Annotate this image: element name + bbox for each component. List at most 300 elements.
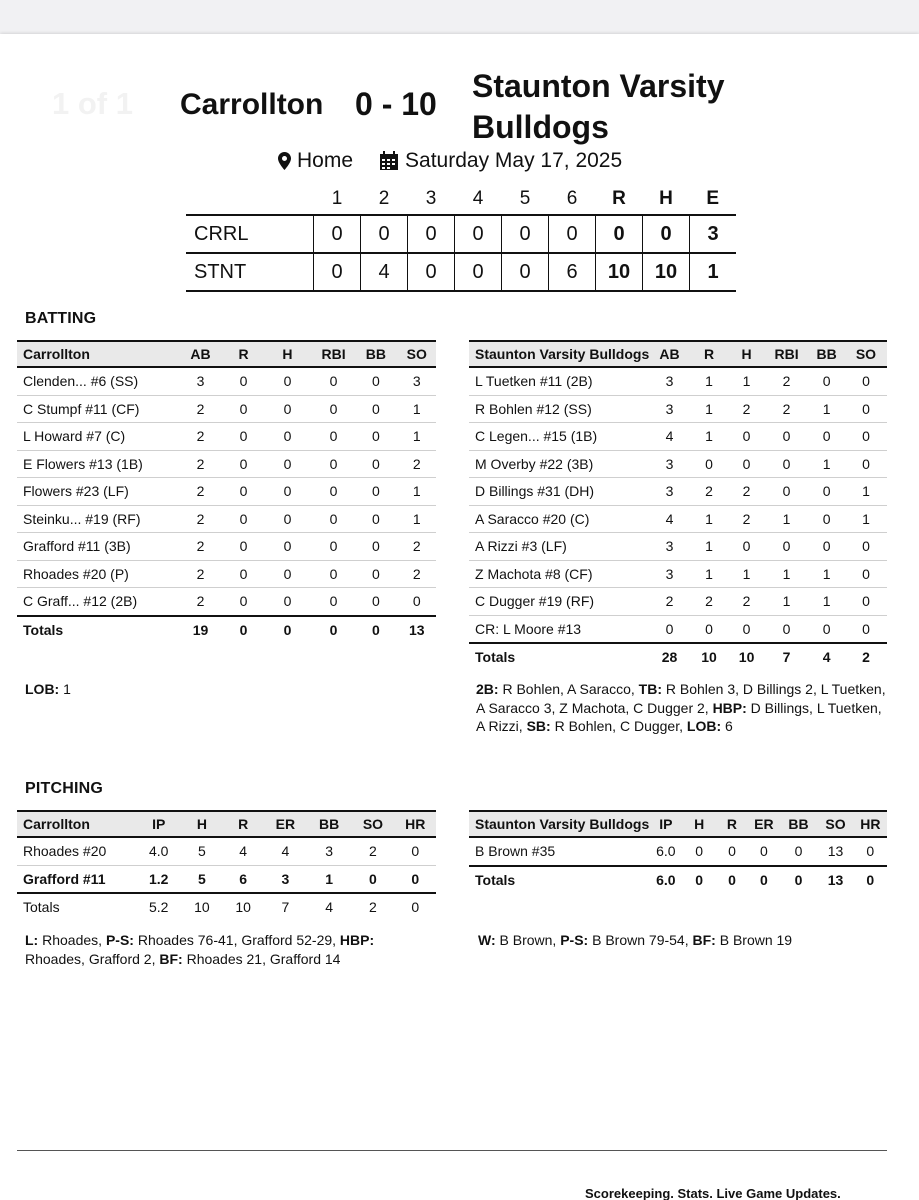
stat-cell: 4 bbox=[264, 837, 307, 865]
stat-cell: 0 bbox=[262, 533, 313, 561]
player-name: E Flowers #13 (1B) bbox=[17, 450, 176, 478]
stat-cell: 0 bbox=[225, 478, 262, 506]
note-value: B Brown, bbox=[495, 932, 561, 948]
stat-column-header: SO bbox=[817, 811, 853, 837]
stat-cell: 2 bbox=[765, 367, 809, 395]
table-row bbox=[469, 395, 887, 423]
stat-cell: 1 bbox=[307, 865, 351, 893]
stat-cell: 0 bbox=[765, 423, 809, 451]
stat-column-header: SO bbox=[351, 811, 394, 837]
stat-cell: 2 bbox=[728, 395, 764, 423]
stat-cell: 0 bbox=[845, 450, 887, 478]
stat-column-header: BB bbox=[780, 811, 818, 837]
game-meta bbox=[278, 149, 622, 173]
totals-cell: 0 bbox=[682, 866, 716, 894]
player-name: Rhoades #20 bbox=[17, 837, 136, 865]
stat-cell: 0 bbox=[682, 837, 716, 866]
note-value: Rhoades 21, Grafford 14 bbox=[182, 950, 341, 967]
totals-cell: 28 bbox=[649, 643, 689, 671]
stat-cell: 0 bbox=[845, 367, 887, 395]
table-row bbox=[469, 367, 887, 395]
stat-column-header: ER bbox=[264, 811, 307, 837]
pitching-table-away bbox=[17, 810, 436, 921]
table-row bbox=[17, 395, 436, 423]
stat-cell: 2 bbox=[728, 505, 764, 533]
stat-cell: 0 bbox=[748, 837, 780, 866]
stat-cell: 4 bbox=[649, 423, 689, 451]
totals-cell: 5.2 bbox=[136, 893, 181, 921]
table-row bbox=[17, 837, 436, 865]
stat-cell: 0 bbox=[354, 588, 397, 616]
inning-score: 0 bbox=[455, 253, 502, 291]
stat-column-header: R bbox=[690, 341, 729, 367]
stat-cell: 3 bbox=[649, 367, 689, 395]
errors-total: 3 bbox=[690, 215, 737, 253]
table-row bbox=[469, 450, 887, 478]
totals-cell: 0 bbox=[854, 866, 887, 894]
inning-header: 5 bbox=[519, 188, 531, 209]
note-label: BF: bbox=[692, 932, 716, 948]
note-label: HBP: bbox=[712, 699, 747, 716]
stat-cell: 0 bbox=[354, 533, 397, 561]
stat-cell: 3 bbox=[649, 395, 689, 423]
stat-cell: 0 bbox=[808, 367, 845, 395]
stat-cell: 1 bbox=[728, 560, 764, 588]
stat-cell: 1 bbox=[728, 367, 764, 395]
totals-cell: 4 bbox=[307, 893, 351, 921]
stat-column-header: BB bbox=[307, 811, 351, 837]
stat-cell: 1 bbox=[845, 478, 887, 506]
line-score-table bbox=[186, 184, 736, 292]
note-label: L: bbox=[25, 932, 39, 948]
stat-cell: 0 bbox=[354, 423, 397, 451]
stat-cell: 3 bbox=[649, 450, 689, 478]
stat-cell: 0 bbox=[313, 560, 354, 588]
totals-cell: 0 bbox=[748, 866, 780, 894]
table-row bbox=[469, 560, 887, 588]
team-abbr: CRRL bbox=[194, 222, 249, 245]
stat-cell: 0 bbox=[845, 533, 887, 561]
totals-label: Totals bbox=[469, 866, 649, 894]
stat-cell: 1 bbox=[845, 505, 887, 533]
stat-cell: 0 bbox=[395, 837, 436, 865]
stat-cell: 0 bbox=[395, 865, 436, 893]
team-abbr: STNT bbox=[194, 260, 247, 283]
pitching-notes-away bbox=[25, 931, 435, 968]
stat-cell: 0 bbox=[262, 423, 313, 451]
note-value: Rhoades, bbox=[38, 932, 106, 948]
stat-cell: 3 bbox=[398, 367, 436, 395]
note-value: R Bohlen, C Dugger, bbox=[550, 718, 687, 734]
note-value: R Bohlen, A Saracco, bbox=[498, 681, 639, 697]
stat-cell: 1 bbox=[765, 560, 809, 588]
stat-column-header: H bbox=[262, 341, 313, 367]
stat-cell: 1 bbox=[690, 560, 729, 588]
stat-cell: 4 bbox=[649, 505, 689, 533]
stat-cell: 0 bbox=[808, 533, 845, 561]
stat-cell: 0 bbox=[690, 450, 729, 478]
totals-cell: 0 bbox=[313, 616, 354, 644]
inning-score: 0 bbox=[408, 253, 455, 291]
team-column-header: Carrollton bbox=[17, 811, 136, 837]
totals-cell: 10 bbox=[181, 893, 222, 921]
inning-header: 3 bbox=[425, 188, 437, 209]
stat-column-header: R bbox=[223, 811, 264, 837]
table-row bbox=[17, 560, 436, 588]
stat-cell: 0 bbox=[354, 450, 397, 478]
player-name: Rhoades #20 (P) bbox=[17, 560, 176, 588]
errors-header: E bbox=[706, 188, 720, 209]
table-row bbox=[469, 588, 887, 616]
runs-header: R bbox=[612, 188, 626, 209]
player-name: C Legen... #15 (1B) bbox=[469, 423, 649, 451]
player-name: CR: L Moore #13 bbox=[469, 615, 649, 643]
inning-score: 4 bbox=[361, 253, 408, 291]
stat-column-header: RBI bbox=[765, 341, 809, 367]
totals-cell: 13 bbox=[817, 866, 853, 894]
totals-label: Totals bbox=[17, 616, 176, 644]
stat-cell: 6.0 bbox=[649, 837, 682, 866]
stat-cell: 1 bbox=[808, 588, 845, 616]
inning-score: 0 bbox=[455, 215, 502, 253]
note-value: B Brown 79-54, bbox=[588, 932, 693, 948]
note-value: R Bohlen 3, D Billings 2, L Tuetken, A Saracco 3, Z Machota, C Dugger 2, bbox=[476, 681, 886, 716]
stat-column-header: BB bbox=[808, 341, 845, 367]
stat-cell: 0 bbox=[225, 450, 262, 478]
totals-row bbox=[17, 616, 436, 644]
stat-cell: 0 bbox=[262, 588, 313, 616]
stat-cell: 3 bbox=[176, 367, 225, 395]
player-name: C Stumpf #11 (CF) bbox=[17, 395, 176, 423]
stat-cell: 0 bbox=[313, 478, 354, 506]
table-row bbox=[17, 450, 436, 478]
inning-header: 4 bbox=[472, 188, 484, 209]
totals-cell: 0 bbox=[716, 866, 748, 894]
inning-score: 0 bbox=[408, 215, 455, 253]
totals-cell: 0 bbox=[780, 866, 818, 894]
home-team-name: Staunton Varsity Bulldogs bbox=[472, 68, 725, 145]
player-name: R Bohlen #12 (SS) bbox=[469, 395, 649, 423]
totals-cell: 2 bbox=[351, 893, 394, 921]
team-column-header: Staunton Varsity Bulldogs bbox=[469, 341, 649, 367]
stat-cell: 0 bbox=[728, 615, 764, 643]
final-score: 0 - 10 bbox=[355, 86, 437, 122]
team-column-header: Staunton Varsity Bulldogs bbox=[469, 811, 649, 837]
stat-cell: 3 bbox=[649, 533, 689, 561]
stat-cell: 0 bbox=[354, 505, 397, 533]
stat-cell: 1 bbox=[690, 533, 729, 561]
away-team-name: Carrollton bbox=[180, 88, 324, 121]
player-name: Steinku... #19 (RF) bbox=[17, 505, 176, 533]
stat-cell: 0 bbox=[354, 395, 397, 423]
note-label: P-S: bbox=[560, 932, 589, 948]
stat-cell: 0 bbox=[690, 615, 729, 643]
player-name: C Graff... #12 (2B) bbox=[17, 588, 176, 616]
stat-cell: 0 bbox=[313, 395, 354, 423]
stat-cell: 2 bbox=[728, 588, 764, 616]
stat-cell: 1 bbox=[690, 395, 729, 423]
stat-cell: 1 bbox=[808, 395, 845, 423]
batting-table-home bbox=[469, 340, 887, 671]
stat-cell: 2 bbox=[398, 560, 436, 588]
stat-cell: 4.0 bbox=[136, 837, 181, 865]
totals-cell: 10 bbox=[728, 643, 764, 671]
note-label: SB: bbox=[526, 718, 551, 734]
stat-column-header: ER bbox=[748, 811, 780, 837]
stat-cell: 2 bbox=[690, 588, 729, 616]
stat-cell: 0 bbox=[808, 505, 845, 533]
note-value: 6 bbox=[721, 718, 733, 734]
stat-cell: 0 bbox=[845, 395, 887, 423]
pitching-notes-home bbox=[478, 931, 888, 950]
line-score-corner bbox=[186, 184, 314, 215]
stat-cell: 2 bbox=[398, 450, 436, 478]
stat-cell: 2 bbox=[176, 395, 225, 423]
hits-total: 0 bbox=[643, 215, 690, 253]
stat-cell: 0 bbox=[398, 588, 436, 616]
table-row bbox=[17, 865, 436, 893]
table-row bbox=[17, 505, 436, 533]
stat-cell: 2 bbox=[176, 588, 225, 616]
game-location: Home bbox=[297, 149, 354, 172]
stat-cell: 0 bbox=[780, 837, 818, 866]
table-header-row bbox=[469, 811, 887, 837]
table-row bbox=[17, 367, 436, 395]
stat-cell: 4 bbox=[223, 837, 264, 865]
hits-total: 10 bbox=[643, 253, 690, 291]
stat-cell: 1 bbox=[690, 423, 729, 451]
table-row bbox=[17, 423, 436, 451]
stat-cell: 1 bbox=[765, 588, 809, 616]
note-label: 2B: bbox=[476, 681, 499, 697]
totals-row bbox=[469, 643, 887, 671]
table-row bbox=[17, 478, 436, 506]
stat-cell: 2 bbox=[351, 837, 394, 865]
stat-cell: 1 bbox=[398, 423, 436, 451]
stat-column-header: AB bbox=[176, 341, 225, 367]
stat-cell: 0 bbox=[225, 505, 262, 533]
table-row bbox=[469, 837, 887, 866]
inning-score: 0 bbox=[314, 215, 361, 253]
stat-cell: 0 bbox=[649, 615, 689, 643]
note-label: BF: bbox=[159, 950, 183, 967]
stat-cell: 0 bbox=[765, 615, 809, 643]
stat-cell: 0 bbox=[728, 450, 764, 478]
stat-cell: 0 bbox=[262, 478, 313, 506]
stat-cell: 0 bbox=[313, 505, 354, 533]
note-value: Rhoades, Grafford 2, bbox=[25, 950, 160, 967]
totals-cell: 0 bbox=[225, 616, 262, 644]
player-name: C Dugger #19 (RF) bbox=[469, 588, 649, 616]
stat-cell: 0 bbox=[354, 367, 397, 395]
stat-column-header: SO bbox=[845, 341, 887, 367]
stat-cell: 0 bbox=[728, 533, 764, 561]
stat-cell: 1 bbox=[690, 505, 729, 533]
totals-cell: 19 bbox=[176, 616, 225, 644]
stat-cell: 2 bbox=[176, 505, 225, 533]
stat-column-header: AB bbox=[649, 341, 689, 367]
stat-cell: 0 bbox=[313, 423, 354, 451]
totals-cell: 7 bbox=[765, 643, 809, 671]
stat-cell: 0 bbox=[728, 423, 764, 451]
table-header-row bbox=[17, 811, 436, 837]
batting-notes-home bbox=[476, 680, 891, 736]
stat-cell: 0 bbox=[765, 533, 809, 561]
note-label: LOB: bbox=[686, 718, 722, 734]
note-value: Rhoades 76-41, Grafford 52-29, bbox=[133, 932, 340, 948]
stat-cell: 1 bbox=[808, 450, 845, 478]
stat-cell: 0 bbox=[313, 533, 354, 561]
hits-header: H bbox=[659, 188, 673, 209]
table-row bbox=[469, 423, 887, 451]
totals-cell: 0 bbox=[395, 893, 436, 921]
stat-cell: 0 bbox=[225, 560, 262, 588]
totals-label: Totals bbox=[17, 893, 136, 921]
player-name: Clenden... #6 (SS) bbox=[17, 367, 176, 395]
runs-total: 10 bbox=[596, 253, 643, 291]
totals-cell: 10 bbox=[223, 893, 264, 921]
pitching-table-home bbox=[469, 810, 887, 893]
stat-cell: 0 bbox=[225, 533, 262, 561]
stat-cell: 0 bbox=[354, 478, 397, 506]
totals-cell: 13 bbox=[398, 616, 436, 644]
inning-header: 6 bbox=[566, 188, 578, 209]
stat-column-header: IP bbox=[136, 811, 181, 837]
stat-cell: 2 bbox=[649, 588, 689, 616]
inning-score: 0 bbox=[361, 215, 408, 253]
stat-cell: 0 bbox=[808, 423, 845, 451]
player-name: Flowers #23 (LF) bbox=[17, 478, 176, 506]
stat-cell: 2 bbox=[728, 478, 764, 506]
stat-cell: 2 bbox=[690, 478, 729, 506]
stat-cell: 0 bbox=[262, 395, 313, 423]
table-header-row bbox=[469, 341, 887, 367]
stat-cell: 0 bbox=[716, 837, 748, 866]
stat-cell: 0 bbox=[351, 865, 394, 893]
stat-cell: 0 bbox=[225, 588, 262, 616]
inning-score: 6 bbox=[549, 253, 596, 291]
inning-score: 0 bbox=[502, 215, 549, 253]
player-name: A Saracco #20 (C) bbox=[469, 505, 649, 533]
batting-notes-away bbox=[25, 680, 425, 699]
batting-section-title: BATTING bbox=[25, 310, 97, 327]
stat-cell: 2 bbox=[176, 478, 225, 506]
stat-cell: 1 bbox=[808, 560, 845, 588]
stat-cell: 0 bbox=[313, 367, 354, 395]
stat-column-header: H bbox=[728, 341, 764, 367]
stat-column-header: IP bbox=[649, 811, 682, 837]
totals-cell: 7 bbox=[264, 893, 307, 921]
stat-cell: 5 bbox=[181, 865, 222, 893]
totals-cell: 0 bbox=[262, 616, 313, 644]
stat-cell: 3 bbox=[649, 478, 689, 506]
totals-row bbox=[469, 866, 887, 894]
totals-cell: 6.0 bbox=[649, 866, 682, 894]
player-name: M Overby #22 (3B) bbox=[469, 450, 649, 478]
game-date: Saturday May 17, 2025 bbox=[405, 149, 623, 172]
totals-cell: 4 bbox=[808, 643, 845, 671]
stat-cell: 1 bbox=[398, 505, 436, 533]
note-label: TB: bbox=[638, 681, 662, 697]
stat-cell: 0 bbox=[262, 367, 313, 395]
stat-cell: 0 bbox=[313, 450, 354, 478]
stat-column-header: H bbox=[181, 811, 222, 837]
stat-cell: 3 bbox=[307, 837, 351, 865]
note-label: LOB: bbox=[25, 681, 60, 697]
line-score-row-away bbox=[186, 215, 736, 253]
totals-cell: 10 bbox=[690, 643, 729, 671]
note-value: D Billings, L Tuetken, A Rizzi, bbox=[476, 699, 882, 734]
table-row bbox=[17, 588, 436, 616]
player-name: B Brown #35 bbox=[469, 837, 649, 866]
footer-divider bbox=[17, 1150, 887, 1151]
stat-cell: 2 bbox=[176, 533, 225, 561]
player-name: D Billings #31 (DH) bbox=[469, 478, 649, 506]
stat-cell: 1 bbox=[690, 367, 729, 395]
table-row bbox=[17, 533, 436, 561]
player-name: Z Machota #8 (CF) bbox=[469, 560, 649, 588]
stat-cell: 0 bbox=[845, 588, 887, 616]
stat-cell: 1 bbox=[765, 505, 809, 533]
batting-table-away bbox=[17, 340, 436, 643]
note-label: HBP: bbox=[339, 932, 375, 948]
stat-column-header: HR bbox=[395, 811, 436, 837]
stat-cell: 0 bbox=[225, 395, 262, 423]
team-column-header: Carrollton bbox=[17, 341, 176, 367]
stat-cell: 2 bbox=[176, 423, 225, 451]
player-name: Grafford #11 bbox=[17, 865, 136, 893]
stat-cell: 5 bbox=[181, 837, 222, 865]
inning-score: 0 bbox=[314, 253, 361, 291]
table-row bbox=[469, 533, 887, 561]
table-header-row bbox=[17, 341, 436, 367]
stat-column-header: RBI bbox=[313, 341, 354, 367]
stat-column-header: R bbox=[225, 341, 262, 367]
inning-header: 2 bbox=[378, 188, 390, 209]
stat-cell: 0 bbox=[225, 423, 262, 451]
stat-cell: 2 bbox=[765, 395, 809, 423]
stat-column-header: H bbox=[682, 811, 716, 837]
totals-label: Totals bbox=[469, 643, 649, 671]
line-score-row-home bbox=[186, 253, 736, 291]
page-count: 1 of 1 bbox=[52, 86, 133, 121]
runs-total: 0 bbox=[596, 215, 643, 253]
stat-column-header: BB bbox=[354, 341, 397, 367]
totals-row bbox=[17, 893, 436, 921]
inning-header: 1 bbox=[331, 188, 343, 209]
stat-cell: 0 bbox=[845, 423, 887, 451]
pitching-section-title: PITCHING bbox=[25, 780, 104, 797]
inning-score: 0 bbox=[549, 215, 596, 253]
calendar-icon bbox=[379, 151, 399, 171]
box-score-sheet bbox=[0, 34, 919, 1200]
stat-cell: 2 bbox=[398, 533, 436, 561]
stat-column-header: SO bbox=[398, 341, 436, 367]
note-label: P-S: bbox=[105, 932, 134, 948]
stat-cell: 1 bbox=[398, 395, 436, 423]
table-row bbox=[469, 478, 887, 506]
stat-cell: 0 bbox=[765, 478, 809, 506]
stat-cell: 0 bbox=[262, 505, 313, 533]
totals-cell: 0 bbox=[354, 616, 397, 644]
table-row bbox=[469, 505, 887, 533]
stat-cell: 0 bbox=[354, 560, 397, 588]
player-name: Grafford #11 (3B) bbox=[17, 533, 176, 561]
stat-cell: 0 bbox=[845, 560, 887, 588]
totals-cell: 2 bbox=[845, 643, 887, 671]
errors-total: 1 bbox=[690, 253, 737, 291]
inning-score: 0 bbox=[502, 253, 549, 291]
